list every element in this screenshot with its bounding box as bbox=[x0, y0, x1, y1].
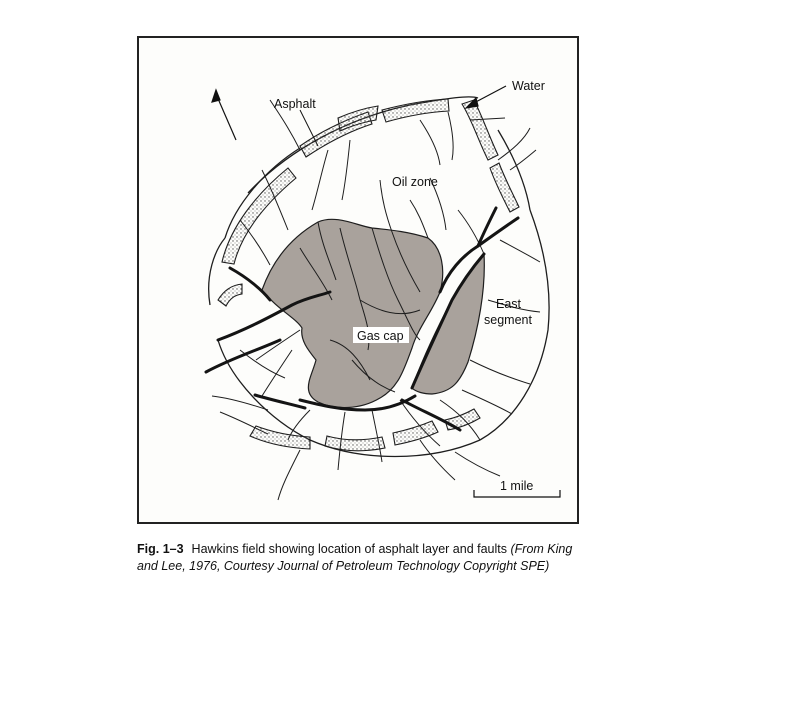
label-east: East bbox=[496, 297, 522, 311]
asphalt-arrow bbox=[212, 90, 236, 140]
scale-bar-label: 1 mile bbox=[500, 479, 534, 493]
caption-line-1 bbox=[137, 541, 597, 558]
caption-line-2 bbox=[137, 558, 597, 575]
figure-caption bbox=[137, 541, 597, 575]
label-gas-cap: Gas cap bbox=[357, 329, 404, 343]
caption-text: Hawkins field showing location of asphalt layer and faults bbox=[191, 542, 508, 556]
label-water: Water bbox=[512, 79, 545, 93]
label-asphalt: Asphalt bbox=[274, 97, 316, 111]
caption-credit-part-2: Lee, 1976, Courtesy Journal of Petroleum Technology Copyright SPE) bbox=[161, 559, 550, 573]
caption-credit-part-1: (From King bbox=[510, 542, 573, 556]
figure-number: Fig. 1–3 bbox=[137, 542, 184, 556]
label-oil-zone: Oil zone bbox=[392, 175, 438, 189]
gas-cap-area bbox=[262, 219, 484, 407]
caption-and: and bbox=[137, 559, 158, 573]
label-segment: segment bbox=[484, 313, 532, 327]
